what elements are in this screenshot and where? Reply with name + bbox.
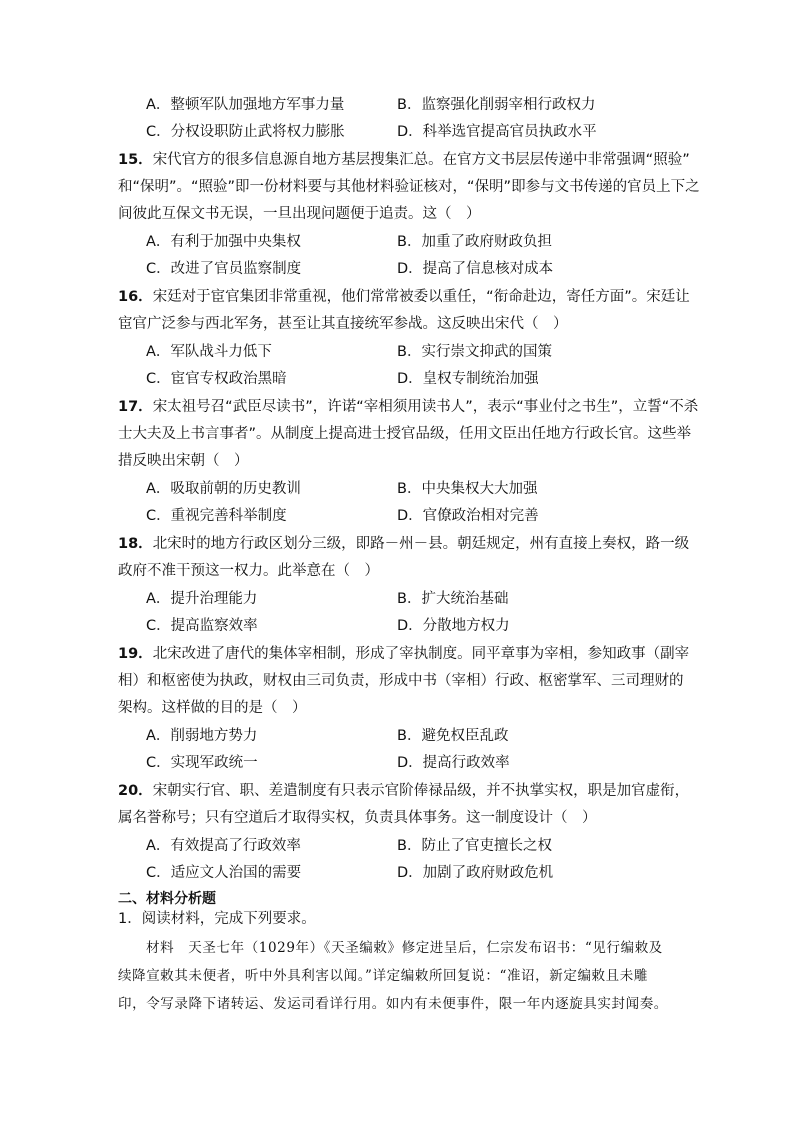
q20-number: 20． [118, 783, 153, 799]
q16-number: 16． [118, 289, 153, 305]
section-2-question-1: 1．阅读材料，完成下列要求。 [118, 911, 316, 927]
q19-option-a: A．削弱地方势力 [146, 728, 258, 744]
q20-option-c: C．适应文人治国的需要 [146, 865, 302, 881]
q14-option-c: C．分权设职防止武将权力膨胀 [146, 124, 345, 140]
q17-option-d: D．官僚政治相对完善 [397, 508, 539, 524]
q20-option-d: D．加剧了政府财政危机 [397, 865, 554, 881]
q16-option-b: B．实行崇文抑武的国策 [397, 344, 552, 360]
q15-option-d: D．提高了信息核对成本 [397, 261, 554, 277]
q16-stem-line-1 [118, 287, 690, 307]
q15-stem-line-1 [118, 150, 690, 170]
material-line-3: 印，令写录降下诸转运、发运司看详行用。如内有未便事件，限一年内逐旋具实封闻奏。 [118, 996, 668, 1012]
q19-stem-text-1: 北宋改进了唐代的集体宰相制，形成了宰执制度。同平章事为宰相，参知政事（副宰 [152, 646, 690, 662]
q20-stem-line-1 [118, 781, 690, 801]
q19-option-b: B．避免权臣乱政 [397, 728, 509, 744]
q17-number: 17． [118, 399, 153, 415]
q20-stem-text-1: 宋朝实行官、职、差遣制度有只表示官阶俸禄品级，并不执掌实权，职是加官虚衔， [152, 783, 690, 799]
q18-stem-line-1 [118, 534, 690, 554]
q16-option-d: D．皇权专制统治加强 [397, 371, 539, 387]
q17-stem-line-3: 措反映出宋朝（ ） [118, 453, 249, 469]
q15-option-c: C．改进了官员监察制度 [146, 261, 302, 277]
q14-option-a: A．整顿军队加强地方军事力量 [146, 97, 345, 113]
q19-stem-line-1 [118, 644, 690, 664]
q19-stem-line-2: 相）和枢密使为执政，财权由三司负责，形成中书（宰相）行政、枢密掌军、三司理财的 [118, 673, 684, 689]
q15-number: 15． [118, 152, 153, 168]
q18-option-d: D．分散地方权力 [397, 618, 510, 634]
material-line-2: 续降宣敕其未便者，听中外具利害以闻。”详定编敕所回复说：“准诏，新定编敕且未雕 [118, 968, 648, 984]
q15-stem-line-3: 间彼此互保文书无误，一旦出现问题便于追责。这（ ） [118, 206, 481, 222]
q16-option-a: A．军队战斗力低下 [146, 344, 272, 360]
q15-stem-text-1: 宋代官方的很多信息源自地方基层搜集汇总。在官方文书层层传递中非常强调“照验” [152, 152, 690, 168]
material-line-1: 材料 天圣七年（1029年）《天圣编敕》修定进呈后，仁宗发布诏书：“见行编敕及 [146, 940, 663, 956]
q19-stem-line-3: 架构。这样做的目的是（ ） [118, 700, 307, 716]
q16-option-c: C．宦官专权政治黑暗 [146, 371, 287, 387]
q18-option-c: C．提高监察效率 [146, 618, 258, 634]
q15-stem-line-2: 和“保明”。“照验”即一份材料要与其他材料验证核对，“保明”即参与文书传递的官员上下之 [118, 179, 700, 195]
q15-option-b: B．加重了政府财政负担 [397, 234, 552, 250]
section-2-title: 二、材料分析题 [118, 891, 216, 907]
q20-option-b: B．防止了官吏擅长之权 [397, 838, 552, 854]
q20-stem-line-2: 属名誉称号；只有空道后才取得实权，负责具体事务。这一制度设计（ ） [118, 810, 597, 826]
q19-option-d: D．提高行政效率 [397, 755, 510, 771]
q18-stem-text-1: 北宋时的地方行政区划分三级，即路－州－县。朝廷规定，州有直接上奏权，路一级 [152, 536, 690, 552]
q20-option-a: A．有效提高了行政效率 [146, 838, 301, 854]
q18-option-a: A．提升治理能力 [146, 591, 258, 607]
q17-option-c: C．重视完善科举制度 [146, 508, 287, 524]
q18-stem-line-2: 政府不准干预这一权力。此举意在（ ） [118, 563, 379, 579]
q19-option-c: C．实现军政统一 [146, 755, 258, 771]
q19-number: 19． [118, 646, 153, 662]
q15-option-a: A．有利于加强中央集权 [146, 234, 301, 250]
q18-number: 18． [118, 536, 153, 552]
q16-stem-line-2: 宦官广泛参与西北军务，甚至让其直接统军参战。这反映出宋代（ ） [118, 316, 568, 332]
q14-option-b: B．监察强化削弱宰相行政权力 [397, 97, 596, 113]
q17-option-b: B．中央集权大大加强 [397, 481, 538, 497]
q17-stem-text-1: 宋太祖号召“武臣尽读书”，许诺“宰相须用读书人”，表示“事业付之书生”，立誓“不杀 [152, 399, 699, 415]
q18-option-b: B．扩大统治基础 [397, 591, 509, 607]
q17-stem-line-1 [118, 397, 699, 417]
q14-option-d: D．科举选官提高官员执政水平 [397, 124, 597, 140]
q17-option-a: A．吸取前朝的历史教训 [146, 481, 301, 497]
q16-stem-text-1: 宋廷对于宦官集团非常重视，他们常常被委以重任，“衔命赴边，寄任方面”。宋廷让 [152, 289, 690, 305]
q17-stem-line-2: 士大夫及上书言事者”。从制度上提高进士授官品级，任用文臣出任地方行政长官。这些举 [118, 426, 692, 442]
